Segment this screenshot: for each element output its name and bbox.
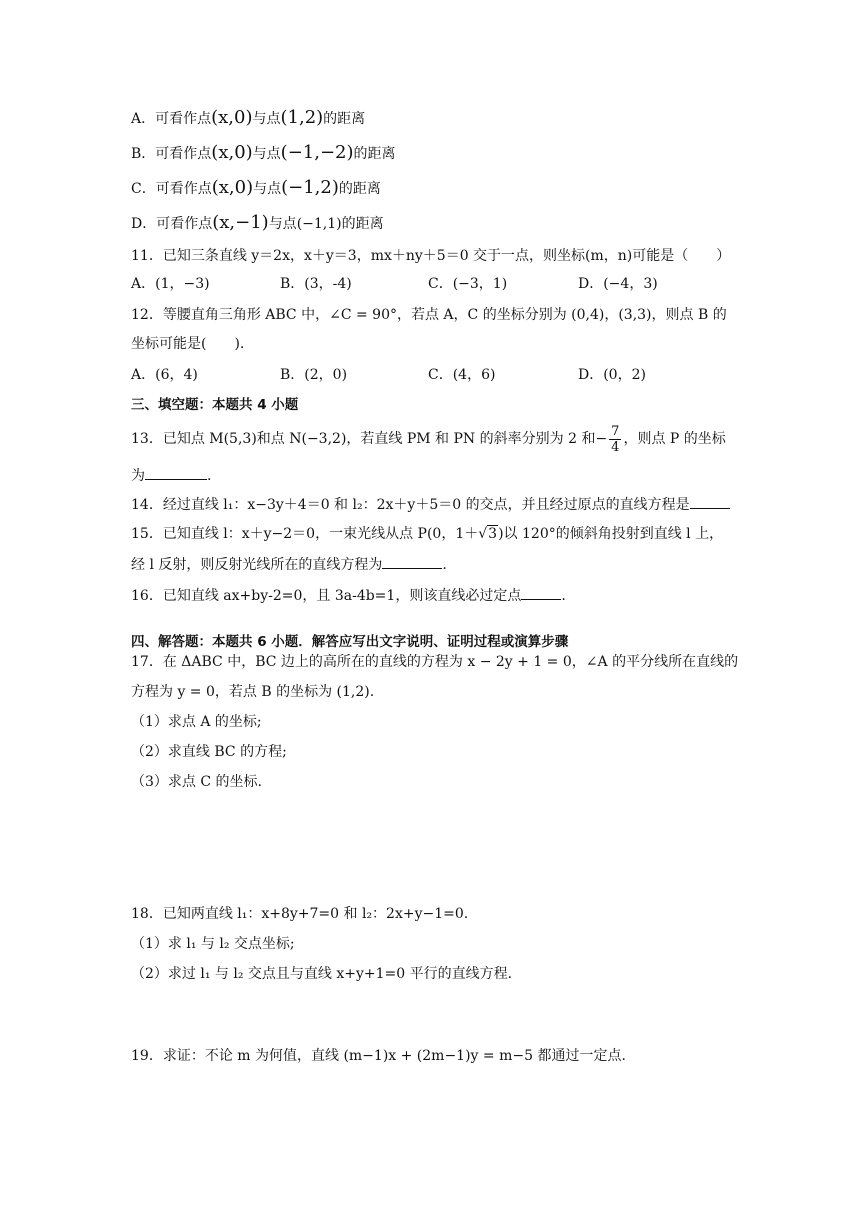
q16: 16．已知直线 ax+by-2=0，且 3a-4b=1，则该直线必过定点 .	[131, 585, 566, 606]
q11-option-a: A．(1，−3)	[131, 276, 210, 292]
q10-c-point1: (x,0)	[211, 177, 254, 198]
q12-line1: 12．等腰直角三角形 ABC 中，∠C = 90°，若点 A，C 的坐标分别为 (0,4)，(3,3)，则点 B 的	[131, 307, 727, 323]
q10-option-d: D．可看作点(x,−1)与点(−1,1)的距离	[131, 212, 384, 233]
q10-a-point1: (x,0)	[211, 107, 253, 128]
q18-line1: 18．已知两直线 l₁：x+8y+7=0 和 l₂：2x+y−1=0.	[131, 906, 469, 922]
q11-stem: 11．已知三条直线 y＝2x，x＋y＝3，mx＋ny＋5＝0 交于一点，则坐标(m，n)可能是（ ）	[131, 248, 731, 264]
q17-line1: 17．在 ΔABC 中，BC 边上的高所在的直线的方程为 x − 2y + 1 = 0，∠A 的平分线所在直线的	[131, 654, 739, 670]
q10-b-point1: (x,0)	[211, 142, 253, 163]
q12-option-b: B．(2，0)	[280, 367, 348, 383]
q10-a-point2: (1,2)	[280, 107, 324, 128]
q15-answer-blank[interactable]	[382, 554, 442, 569]
q10-option-b: B．可看作点(x,0)与点(−1,−2)的距离	[131, 142, 396, 163]
q10-option-c: C．可看作点(x,0)与点(−1,2)的距离	[131, 177, 381, 198]
q17-line2: 方程为 y = 0，若点 B 的坐标为 (1,2).	[131, 684, 375, 700]
q11-option-c: C．(−3，1)	[428, 276, 508, 292]
q12-line2: 坐标可能是( ).	[131, 336, 245, 352]
q14-answer-blank[interactable]	[690, 494, 730, 509]
q14: 14．经过直线 l₁：x−3y＋4＝0 和 l₂：2x＋y＋5＝0 的交点，并且经过原点的直线方程是	[131, 494, 730, 515]
q13-line2: 为 .	[131, 465, 211, 486]
q10-c-point2: (−1,2)	[281, 177, 339, 198]
sqrt-symbol: √	[478, 526, 488, 542]
q11-option-d: D．(−4，3)	[578, 276, 658, 292]
q10-option-a: A．可看作点(x,0)与点(1,2)的距离	[131, 107, 366, 128]
q13-line1: 13．已知点 M(5,3)和点 N(−3,2)，若直线 PM 和 PN 的斜率分别为 2 和− $\frac{7}{4}$ ，则点 P 的坐标	[131, 423, 726, 455]
q13-answer-blank[interactable]	[145, 465, 207, 480]
q12-option-d: D．(0，2)	[578, 367, 646, 383]
section-4-heading: 四、解答题：本题共 6 小题．解答应写出文字说明、证明过程或演算步骤	[131, 634, 569, 650]
q12-option-c: C．(4，6)	[428, 367, 496, 383]
q13-fraction: $\frac{7}{4}$	[611, 423, 620, 455]
q11-option-b: B．(3，-4)	[280, 276, 352, 292]
q15-line1: 15．已知直线 l：x＋y−2＝0，一束光线从点 P(0，1＋√3)以 120°的倾斜角投射到直线 l 上，	[131, 526, 724, 542]
q17-part-3: （3）求点 C 的坐标.	[131, 774, 262, 790]
q10-b-point2: (−1,−2)	[280, 142, 354, 163]
q15-line2: 经 l 反射，则反射光线所在的直线方程为 .	[131, 554, 447, 575]
q10-d-point1: (x,−1)	[212, 212, 269, 233]
q17-part-1: （1）求点 A 的坐标;	[131, 714, 262, 730]
q16-answer-blank[interactable]	[521, 585, 561, 600]
q18-part-1: （1）求 l₁ 与 l₂ 交点坐标;	[131, 936, 295, 952]
q18-part-2: （2）求过 l₁ 与 l₂ 交点且与直线 x+y+1=0 平行的直线方程.	[131, 966, 513, 982]
q12-option-a: A．(6，4)	[131, 367, 198, 383]
section-3-heading: 三、填空题：本题共 4 小题	[131, 397, 299, 413]
q19: 19．求证：不论 m 为何值，直线 (m−1)x + (2m−1)y = m−5 都通过一定点.	[131, 1048, 626, 1064]
q17-part-2: （2）求直线 BC 的方程;	[131, 744, 287, 760]
q10-d-point2: (−1,1)	[296, 216, 342, 232]
